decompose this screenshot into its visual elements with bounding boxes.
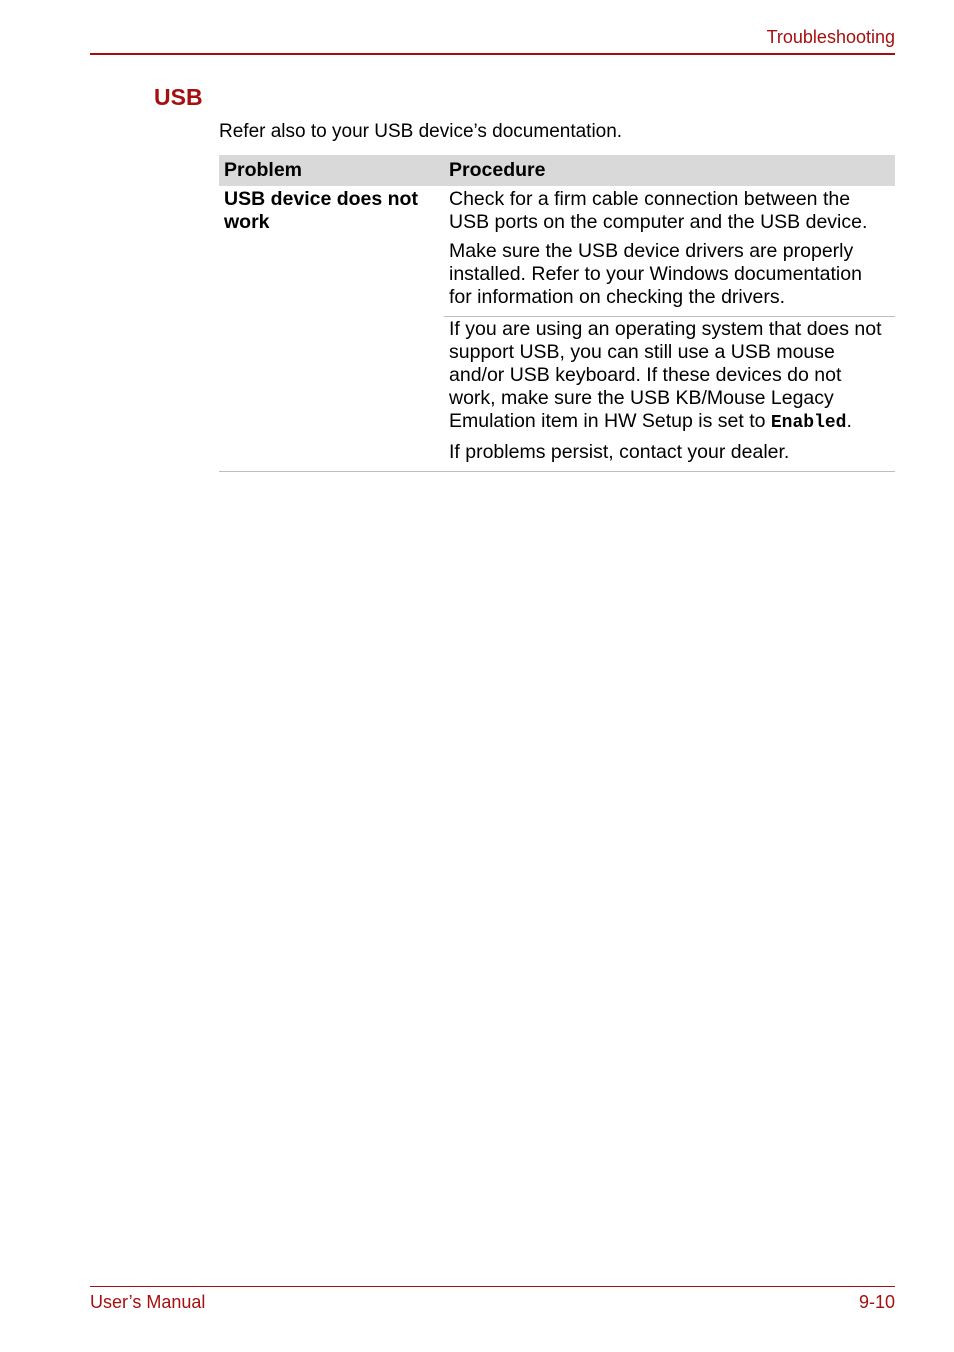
procedure-block (444, 186, 895, 316)
setting-value-code: Enabled (770, 413, 847, 433)
footer-divider (90, 1286, 895, 1287)
procedure-paragraph: Check for a firm cable connection between the USB ports on the computer and the USB device. (449, 188, 868, 233)
column-header-problem: Problem (224, 159, 303, 181)
intro-text: Refer also to your USB device’s documentation. (219, 121, 623, 142)
procedure-paragraph: Make sure the USB device drivers are properly installed. Refer to your Windows documentation for information on checking the drivers. (449, 240, 862, 308)
procedure-text-end: . (846, 410, 852, 432)
table-header-row (219, 155, 895, 186)
troubleshooting-table (219, 155, 895, 472)
table-row (219, 186, 895, 472)
running-header: Troubleshooting (766, 27, 895, 47)
problem-cell: USB device does not work (224, 188, 418, 233)
footer-manual-title: User’s Manual (90, 1292, 206, 1312)
procedure-text: If you are using an operating system that does not support USB, you can still use a USB mouse and/or USB keyboard. If these devices do not work, make sure the USB KB/Mouse Legacy Emulation item in HW Setup is set to (449, 318, 882, 432)
procedure-paragraph (449, 318, 889, 435)
procedure-cell (444, 186, 895, 471)
page-number: 9-10 (858, 1292, 895, 1312)
column-header-procedure: Procedure (449, 159, 546, 181)
procedure-block (444, 316, 895, 471)
header-divider (90, 53, 895, 55)
procedure-paragraph: If problems persist, contact your dealer. (449, 441, 790, 463)
section-title: USB (154, 84, 203, 110)
